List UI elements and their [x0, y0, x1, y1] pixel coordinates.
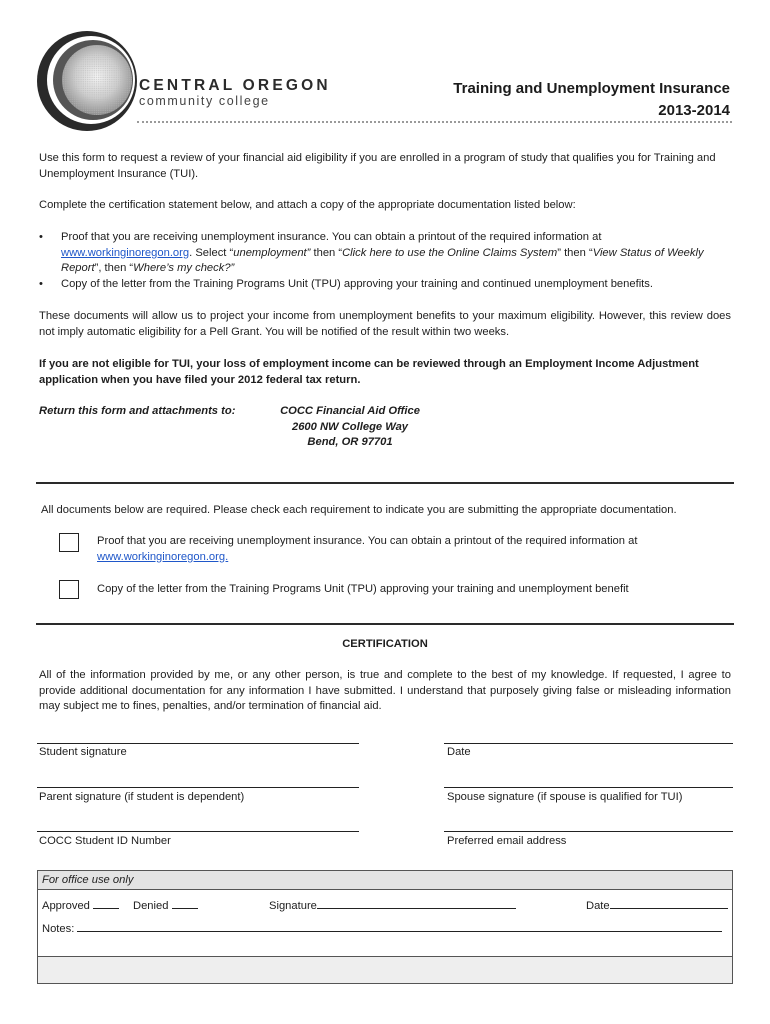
- bullet1-text-f: ” then “: [557, 246, 593, 259]
- intro-paragraph-4: If you are not eligible for TUI, your loss of employment income can be reviewed through an Employment Income Adjustment application when you have filed your 2012 federal tax return.: [39, 358, 699, 386]
- intro-paragraph-3: These documents will allow us to project your income from unemployment benefits to your maximum eligibility. However, this review does not imply automatic eligibility for a Pell Grant. You will be notified of the result within two weeks.: [39, 310, 731, 338]
- student-id-line[interactable]: [37, 831, 359, 832]
- office-date-field[interactable]: [586, 897, 728, 915]
- office-use-fields: [38, 890, 732, 956]
- intro-paragraph-1: Use this form to request a review of your financial aid eligibility if you are enrolled in a program of study that qualifies you for Training and Unemployment Insurance (TUI).: [39, 152, 716, 180]
- bullet-dot-icon: •: [39, 278, 43, 290]
- proof-unemployment-checkbox[interactable]: [59, 533, 79, 552]
- parent-signature-label: Parent signature (if student is dependent): [39, 791, 245, 803]
- requirement-2-text: Copy of the letter from the Training Programs Unit (TPU) approving your training and unemployment benefit: [97, 583, 629, 595]
- date-line[interactable]: [444, 743, 733, 744]
- bullet1-text-i: Where’s my check?”: [133, 262, 235, 275]
- bullet1-text-g: View Status of Weekly Report: [61, 246, 704, 275]
- approved-blank[interactable]: [93, 897, 119, 909]
- bullet2-text: Copy of the letter from the Training Programs Unit (TPU) approving your training and continued unemployment benefits.: [61, 278, 653, 290]
- office-use-heading: For office use only: [38, 871, 732, 890]
- notes-field[interactable]: [42, 920, 722, 938]
- college-logo-icon: [36, 30, 138, 132]
- bullet1-text-d: then “: [310, 246, 343, 259]
- workinginoregon-link[interactable]: www.workinginoregon.org: [61, 246, 190, 259]
- address-line-2: 2600 NW College Way: [291, 420, 409, 433]
- notes-blank[interactable]: [77, 920, 722, 932]
- denied-field[interactable]: [133, 897, 198, 915]
- bullet1-text-e: Click here to use the Online Claims System: [342, 246, 558, 259]
- spouse-signature-line[interactable]: [444, 787, 733, 788]
- office-date-blank[interactable]: [610, 897, 728, 909]
- notes-label: Notes:: [42, 923, 75, 935]
- requirement-1-link[interactable]: www.workinginoregon.org.: [97, 550, 229, 563]
- certification-heading: CERTIFICATION: [342, 638, 428, 650]
- parent-signature-line[interactable]: [37, 787, 359, 788]
- bullet-dot-icon: •: [39, 231, 43, 243]
- requirement-1: [97, 534, 731, 565]
- form-title-main: Training and Unemployment Insurance: [453, 80, 730, 97]
- office-date-label: Date: [586, 900, 610, 912]
- office-signature-blank[interactable]: [317, 897, 516, 909]
- bullet1-text-c: unemployment”: [233, 246, 311, 259]
- email-line[interactable]: [444, 831, 733, 832]
- approved-field[interactable]: [42, 897, 119, 915]
- bullet1-text-a: Proof that you are receiving unemployment insurance. You can obtain a printout of the required information at: [61, 231, 602, 243]
- return-address: [240, 404, 460, 451]
- requirements-heading: All documents below are required. Please check each requirement to indicate you are submitting the appropriate documentation.: [41, 504, 677, 516]
- logo-wordmark-line1: CENTRAL OREGON: [139, 77, 331, 94]
- office-signature-label: Signature: [269, 900, 317, 912]
- office-signature-field[interactable]: [269, 897, 516, 915]
- form-title-year: 2013-2014: [658, 102, 730, 119]
- intro-paragraph-2: Complete the certification statement below, and attach a copy of the appropriate documentation listed below:: [39, 199, 576, 211]
- address-line-3: Bend, OR 97701: [307, 436, 393, 449]
- denied-blank[interactable]: [172, 897, 198, 909]
- date-label: Date: [447, 746, 471, 758]
- bullet1-text-b: . Select “: [189, 246, 234, 259]
- office-use-box: [37, 870, 733, 984]
- student-signature-line[interactable]: [37, 743, 359, 744]
- requirement-1-text: Proof that you are receiving unemployment insurance. You can obtain a printout of the required information at: [97, 535, 638, 547]
- student-id-label: COCC Student ID Number: [39, 835, 171, 847]
- tpu-letter-checkbox[interactable]: [59, 580, 79, 599]
- email-label: Preferred email address: [447, 835, 567, 847]
- approved-label: Approved: [42, 900, 90, 912]
- address-line-1: COCC Financial Aid Office: [280, 405, 420, 417]
- header-dotted-divider: [137, 121, 732, 123]
- section-divider-2: [36, 623, 734, 625]
- certification-text: All of the information provided by me, or any other person, is true and complete to the best of my knowledge. If requested, I agree to provide additional documentation for any information I have submitted. I understand that purposely giving false or misleading information may subject me to fines, penalties, and/or termination of financial aid.: [39, 669, 731, 713]
- spouse-signature-label: Spouse signature (if spouse is qualified for TUI): [447, 791, 683, 803]
- bullet1-text-h: ”, then “: [94, 262, 134, 275]
- bullet-item-2: [39, 277, 731, 293]
- bullet-item-1: [39, 230, 731, 277]
- denied-label: Denied: [133, 900, 169, 912]
- student-signature-label: Student signature: [39, 746, 127, 758]
- form-title: [453, 78, 730, 122]
- office-notes-extra-row[interactable]: [38, 956, 732, 983]
- section-divider-1: [36, 482, 734, 484]
- return-label: Return this form and attachments to:: [39, 405, 236, 417]
- logo-wordmark-line2: community college: [139, 94, 270, 108]
